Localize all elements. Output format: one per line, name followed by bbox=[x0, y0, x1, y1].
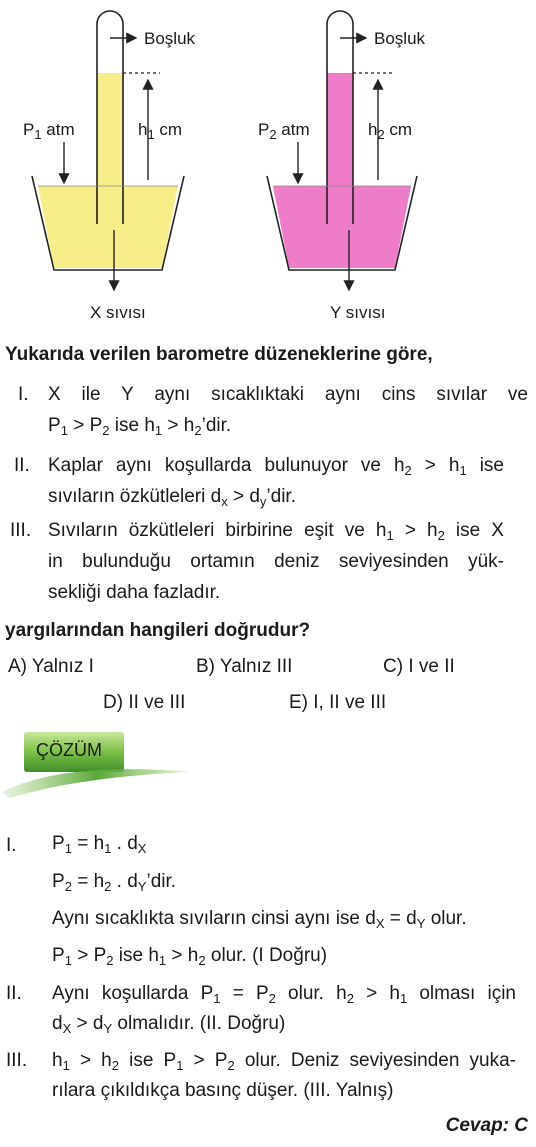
height-label-x: $h_1$ cm bbox=[138, 120, 183, 142]
liquid-label-x: X sıvısı bbox=[90, 303, 146, 322]
solution-line: $P_2 = h_2$ . $d_Y’dir$. bbox=[52, 871, 177, 894]
question-stem: Yukarıda verilen barometre düzeneklerine göre, bbox=[5, 344, 433, 365]
option-d[interactable]: D) II ve III bbox=[103, 692, 186, 713]
solution-line: Aynı koşullarda $P_1 = P_2$ olur. $h_2 > h_1$ olması için bbox=[52, 983, 516, 1006]
option-b[interactable]: B) Yalnız III bbox=[196, 656, 293, 677]
solution-line: $d_X > d_Y$ olmalıdır. (II. Doğru) bbox=[52, 1013, 286, 1036]
pressure-label-x: $P_1$ atm bbox=[23, 120, 75, 142]
solution-number: III. bbox=[6, 1050, 28, 1071]
vacuum-label-y: Boşluk bbox=[374, 29, 426, 48]
solution-number: II. bbox=[6, 983, 22, 1004]
barometer-x bbox=[32, 11, 184, 290]
height-label-y: $h_2$ cm bbox=[368, 120, 413, 142]
option-a[interactable]: A) Yalnız I bbox=[8, 656, 94, 677]
solution-line: $P_1 = h_1$ . $d_X$ bbox=[52, 833, 147, 856]
item-number: I. bbox=[18, 384, 29, 405]
tube-liquid-x bbox=[97, 73, 123, 223]
option-e[interactable]: E) I, II ve III bbox=[289, 692, 387, 713]
barometer-y bbox=[267, 11, 417, 290]
liquid-label-y: Y sıvısı bbox=[330, 303, 386, 322]
barometer-figure bbox=[0, 0, 536, 330]
solution-line: rılara çıkıldıkça basınç düşer. (III. Yalnış) bbox=[52, 1080, 394, 1101]
item-iii: Sıvıların özkütleleri birbirine eşit ve $h_1 > h_2$ ise X in bulunduğu ortamın deniz seviyesinden yük- sekliği daha fazladır. bbox=[48, 520, 504, 603]
solution-badge: ÇÖZÜM bbox=[36, 740, 102, 760]
item-ii: Kaplar aynı koşullarda bulunuyor ve $h_2 > h_1$ ise sıvıların özkütleleri $d_x$ > $d_y’dir$. bbox=[48, 455, 504, 509]
option-c[interactable]: C) I ve II bbox=[383, 656, 455, 677]
item-number: III. bbox=[10, 520, 32, 541]
tube-liquid-y bbox=[327, 73, 353, 223]
item-number: II. bbox=[14, 455, 30, 476]
solution-number: I. bbox=[6, 835, 17, 856]
solution-line: $P_1 > P_2$ ise $h_1 > h_2$ olur. (I Doğru) bbox=[52, 945, 328, 968]
item-i: X ile Y aynı sıcaklıktaki aynı cins sıvılar ve $P_1 > P_2$ ise $h_1$ > $h_2’dir$. bbox=[48, 384, 528, 438]
solution-line: Aynı sıcaklıkta sıvıların cinsi aynı ise $d_X = d_Y$ olur. bbox=[52, 908, 467, 931]
pressure-label-y: $P_2$ atm bbox=[258, 120, 310, 142]
vacuum-label-x: Boşluk bbox=[144, 29, 196, 48]
solution-line: $h_1 > h_2$ ise $P_1 > P_2$ olur. Deniz seviyesinden yuka- bbox=[52, 1050, 516, 1073]
answer-label: Cevap: C bbox=[445, 1115, 528, 1136]
question-ask: yargılarından hangileri doğrudur? bbox=[5, 620, 311, 641]
